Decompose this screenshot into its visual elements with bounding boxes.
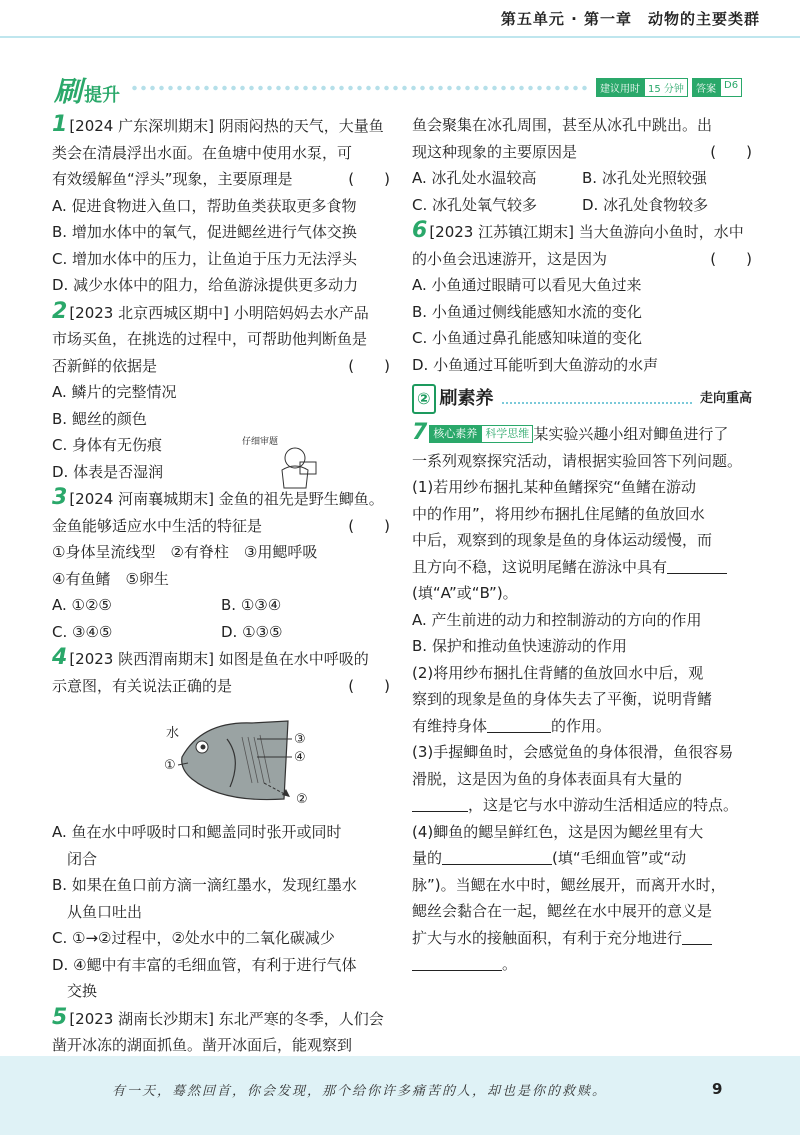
question-text: [2023 北京西城区期中] 小明陪妈妈去水产品: [69, 303, 369, 322]
question-text: 有效缓解鱼“浮头”现象，主要原理是: [52, 170, 293, 188]
water-label: 水: [166, 726, 180, 741]
option: A. 小鱼通过眼睛可以看见大鱼过来: [412, 276, 642, 294]
question-text: 某实验兴趣小组对鲫鱼进行了: [533, 425, 729, 443]
option: D. 减少水体中的阻力，给鱼游泳提供更多动力: [52, 276, 359, 294]
question-1: [52, 112, 390, 299]
option: C. 冰孔处氧气较多: [412, 195, 538, 214]
page-number: 9: [712, 1080, 723, 1098]
left-column: [52, 112, 390, 1059]
question-number: 7: [412, 420, 428, 445]
question-7: [412, 420, 752, 978]
question-number: 1: [52, 112, 68, 137]
question-text: 金鱼能够适应水中生活的特征是: [52, 516, 263, 535]
option: C. 小鱼通过鼻孔能感知味道的变化: [412, 329, 643, 347]
part-text: 。: [502, 955, 518, 973]
item-list: ①身体呈流线型 ②有脊柱 ③用鳃呼吸: [52, 543, 318, 561]
question-5: [52, 1005, 390, 1059]
answer-paren: ( ): [710, 249, 752, 268]
dotted-divider: [130, 82, 590, 94]
answer-tag: [692, 78, 742, 97]
question-3: [52, 485, 390, 645]
question-number: 2: [52, 298, 68, 324]
right-column: [412, 112, 752, 978]
option: C. ①→②过程中，②处水中的二氧化碳减少: [52, 929, 335, 947]
question-text: [2023 陕西渭南期末] 如图是鱼在水中呼吸的: [69, 650, 369, 668]
part-text: 滑脱，这是因为鱼的身体表面具有大量的: [412, 769, 683, 788]
label-2: ②: [296, 792, 308, 807]
cartoon-caption: 仔细审题: [242, 437, 279, 447]
option: B. 保护和推动鱼快速游动的作用: [412, 637, 627, 655]
part-text: 量的: [412, 849, 443, 867]
question-number: 6: [412, 218, 428, 243]
question-number: 5: [52, 1004, 68, 1030]
question-text: 否新鲜的依据是: [52, 356, 158, 375]
answer-blank[interactable]: [442, 849, 552, 865]
brand-main: 刷: [54, 75, 83, 108]
option: C. 增加水体中的压力，让鱼迫于压力无法浮头: [52, 249, 358, 268]
cartoon-illustration: [240, 432, 330, 496]
brand-sub: 提升: [84, 85, 121, 106]
answer-blank[interactable]: [487, 717, 551, 733]
option: C. 身体有无伤痕: [52, 436, 163, 454]
option: A. 促进食物进入鱼口，帮助鱼类获取更多食物: [52, 196, 357, 215]
fish-respiration-figure: [52, 699, 390, 819]
part-text: 扩大与水的接触面积，有利于充分地进行: [412, 928, 683, 947]
option: C. ③④⑤: [52, 622, 113, 641]
part-text: 的作用。: [551, 716, 612, 735]
question-text: [2023 江苏镇江期末] 当大鱼游向小鱼时，水中: [429, 223, 744, 241]
option: A. ①②⑤: [52, 596, 112, 614]
badge-core: 核心素养: [429, 425, 481, 443]
answer-paren: ( ): [348, 676, 390, 695]
answer-blank[interactable]: [667, 558, 727, 574]
footer-quote: 有一天，蓦然回首，你会发现，那个给你许多痛苦的人，却也是你的救赎。: [112, 1084, 608, 1099]
question-text: [2023 湖南长沙期末] 东北严寒的冬季，人们会: [69, 1009, 384, 1028]
question-5-cont: [412, 112, 752, 218]
option: B. 冰孔处光照较强: [582, 169, 707, 187]
option: D. ④鳃中有丰富的毛细血管，有利于进行气体: [52, 955, 357, 974]
section-title: 刷素养: [439, 387, 494, 409]
part-text: (3)手握鲫鱼时，会感觉鱼的身体很滑，鱼很容易: [412, 743, 734, 761]
label-4: ④: [294, 750, 306, 765]
option: A. 冰孔处水温较高: [412, 169, 537, 187]
part-text: ，这是它与水中游动生活相适应的特点。: [468, 796, 739, 814]
section-subtitle: 走向重高: [699, 390, 752, 406]
answer-label: 答案: [692, 78, 720, 97]
part-text: 且方向不稳，这说明尾鳍在游泳中具有: [412, 557, 668, 576]
part-text: 有维持身体: [412, 716, 488, 735]
chapter-title: 第五单元 · 第一章 动物的主要类群: [500, 10, 760, 28]
answer-value: D6: [720, 78, 742, 97]
header-bar: [0, 0, 800, 38]
answer-paren: ( ): [710, 142, 752, 161]
question-text: 类会在清晨浮出水面。在鱼塘中使用水泵，可: [52, 143, 353, 162]
section-brand: [54, 70, 120, 110]
label-1: ①: [164, 758, 176, 773]
part-text: 脉”)。当鳃在水中时，鳃丝展开，而离开水时，: [412, 875, 726, 894]
fish-diagram: [52, 699, 390, 819]
question-2: [52, 299, 390, 486]
option: D. ①③⑤: [221, 622, 283, 641]
option: A. 产生前进的动力和控制游动的方向的作用: [412, 610, 702, 629]
answer-paren: ( ): [348, 356, 390, 375]
option-cont: 闭合: [67, 849, 98, 868]
option: A. 鱼在水中呼吸时口和鳃盖同时张开或同时: [52, 823, 342, 841]
answer-blank[interactable]: [682, 929, 712, 945]
option: A. 鳞片的完整情况: [52, 383, 177, 401]
label-3: ③: [294, 732, 306, 747]
badge-science: 科学思维: [481, 425, 533, 443]
item-list: ④有鱼鳍 ⑤卵生: [52, 569, 169, 588]
option: B. 鳃丝的颜色: [52, 409, 147, 428]
question-text: [2024 广东深圳期末] 阴雨闷热的天气，大量鱼: [69, 117, 384, 135]
part-text: 鳃丝会黏合在一起，鳃丝在水中展开的意义是: [412, 902, 713, 920]
time-label: 建议用时: [596, 78, 644, 97]
part-text: 中的作用”，将用纱布捆扎住尾鳍的鱼放回水: [412, 504, 705, 523]
part-text: (填“毛细血管”或“动: [552, 849, 687, 867]
question-number: 4: [52, 645, 68, 670]
question-6: [412, 218, 752, 378]
answer-blank[interactable]: [412, 955, 502, 971]
part-text: (1)若用纱布捆扎某种鱼鳍探究“鱼鳍在游动: [412, 478, 697, 496]
question-number: 3: [52, 485, 68, 510]
question-text: 市场买鱼，在挑选的过程中，可帮助他判断鱼是: [52, 330, 368, 348]
time-tag: [596, 78, 688, 97]
section-literacy-header: [412, 384, 752, 414]
question-text: 鱼会聚集在冰孔周围，甚至从冰孔中跳出。出: [412, 116, 713, 134]
question-text: 的小鱼会迅速游开，这是因为: [412, 249, 608, 268]
question-text: 示意图，有关说法正确的是: [52, 676, 233, 695]
question-text: [2024 河南襄城期末] 金鱼的祖先是野生鲫鱼。: [69, 490, 384, 508]
option-cont: 交换: [67, 982, 98, 1000]
part-text: 察到的现象是鱼的身体失去了平衡，说明背鳍: [412, 690, 713, 708]
part-text: 中后，观察到的现象是鱼的身体运动缓慢，而: [412, 531, 713, 549]
part-text: (填“A”或“B”)。: [412, 584, 518, 602]
question-4: [52, 645, 390, 1005]
question-text: 现这种现象的主要原因是: [412, 142, 578, 161]
part-text: (4)鲫鱼的鳃呈鲜红色，这是因为鳃丝里有大: [412, 822, 704, 841]
part-text: (2)将用纱布捆扎住背鳍的鱼放回水中后，观: [412, 663, 704, 682]
time-value: 15 分钟: [644, 78, 688, 97]
option: D. 体表是否湿润: [52, 462, 164, 481]
section-icon: ②: [412, 384, 436, 415]
answer-blank[interactable]: [412, 796, 468, 812]
answer-paren: ( ): [348, 170, 390, 188]
option: B. 小鱼通过侧线能感知水流的变化: [412, 302, 642, 321]
option: B. 如果在鱼口前方滴一滴红墨水，发现红墨水: [52, 876, 357, 894]
option: D. 小鱼通过耳能听到大鱼游动的水声: [412, 355, 659, 374]
question-text: 一系列观察探究活动，请根据实验回答下列问题。: [412, 451, 743, 470]
option: B. ①③④: [221, 596, 282, 614]
question-text: 凿开冰冻的湖面抓鱼。凿开冰面后，能观察到: [52, 1036, 353, 1054]
answer-paren: ( ): [348, 516, 390, 535]
dotted-line: [502, 394, 692, 404]
option: B. 增加水体中的氧气，促进鳃丝进行气体交换: [52, 223, 357, 241]
footer: [0, 1056, 800, 1135]
option-cont: 从鱼口吐出: [67, 902, 143, 921]
option: D. 冰孔处食物较多: [582, 195, 709, 214]
